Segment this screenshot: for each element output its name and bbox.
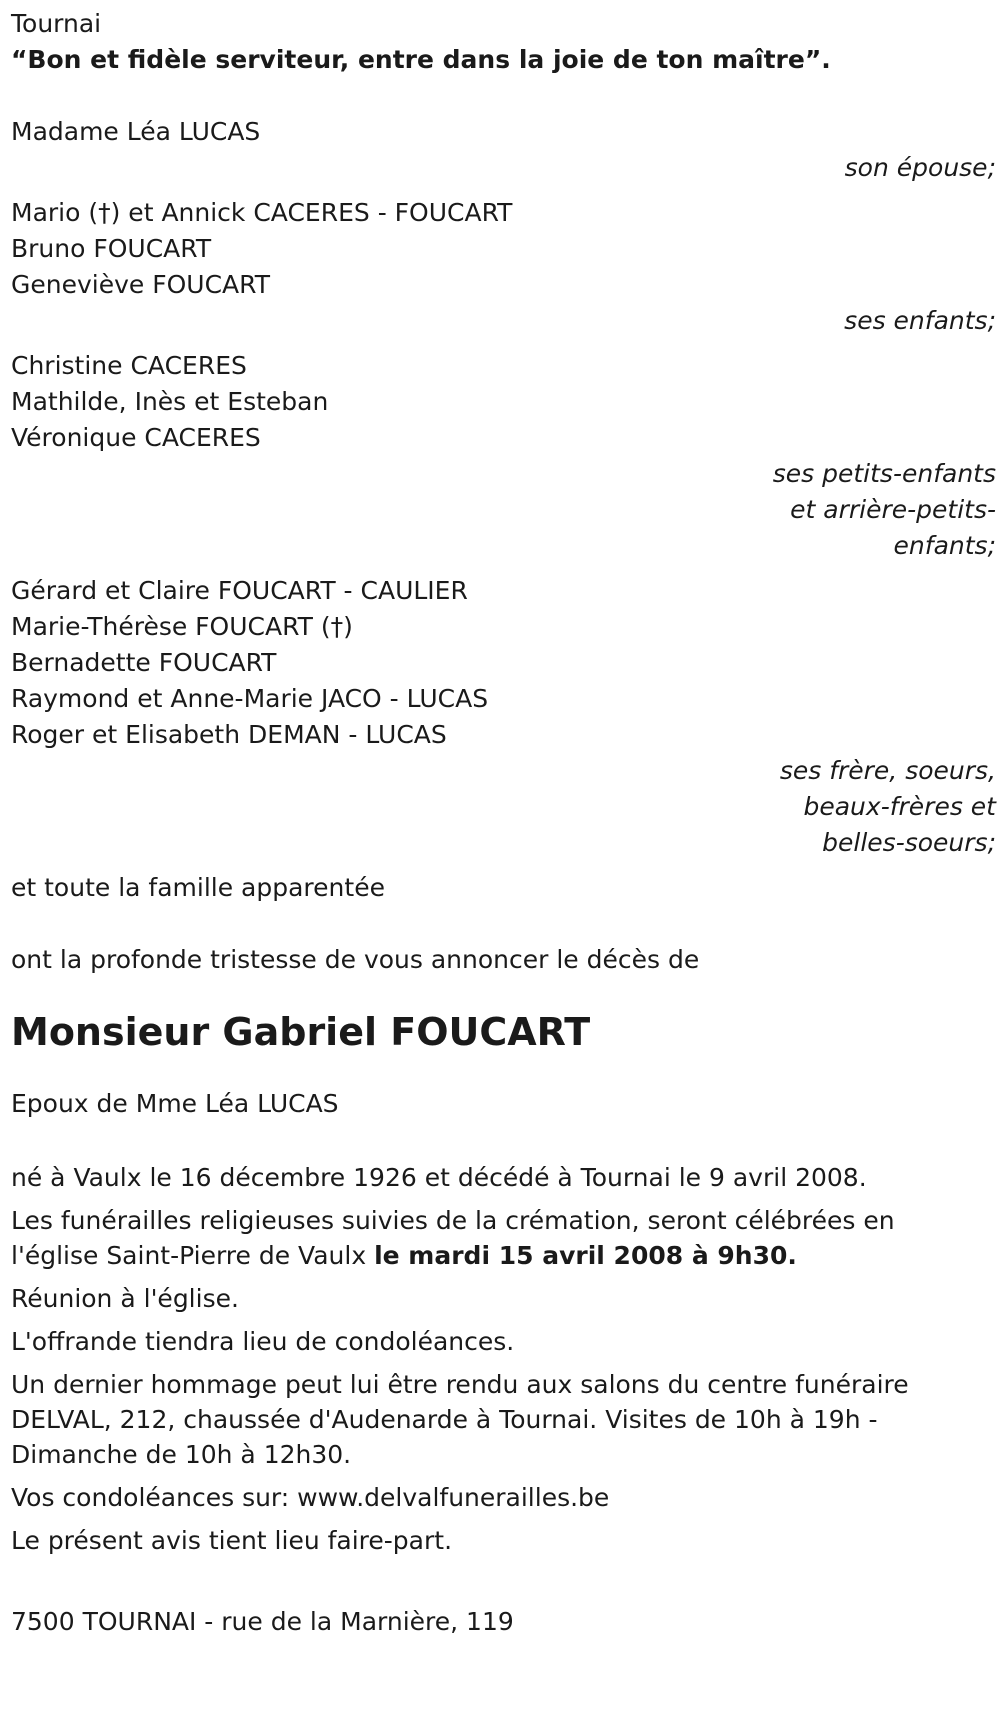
family-name-line: Bruno FOUCART: [11, 234, 212, 263]
relation-label-line: et arrière-petits-: [790, 495, 996, 524]
family-name-line: Christine CACERES: [11, 351, 247, 380]
notice-line: Le présent avis tient lieu faire-part.: [11, 1526, 453, 1555]
details-block: [11, 1160, 996, 1558]
grandchildren-group: [11, 348, 996, 564]
family-name-line: Bernadette FOUCART: [11, 648, 277, 677]
family-name-line: Gérard et Claire FOUCART - CAULIER: [11, 576, 468, 605]
family-name-line: Geneviève FOUCART: [11, 270, 270, 299]
relation-label: [11, 753, 996, 861]
quote-line: “Bon et fidèle serviteur, entre dans la joie de ton maître”.: [11, 45, 831, 74]
family-name-line: Madame Léa LUCAS: [11, 117, 261, 146]
city-line: Tournai: [11, 9, 102, 38]
spouse-group: [11, 114, 996, 186]
funeral-line-1: Les funérailles religieuses suivies de la crémation, seront célébrées en: [11, 1206, 895, 1235]
condolences-line: Vos condoléances sur: www.delvalfunerailles.be: [11, 1483, 610, 1512]
relation-label-line: ses frère, soeurs,: [779, 756, 996, 785]
announcement-line: ont la profonde tristesse de vous annoncer le décès de: [11, 945, 700, 974]
relation-label: [11, 303, 996, 339]
family-name-line: Mario (†) et Annick CACERES - FOUCART: [11, 198, 513, 227]
meeting-line: Réunion à l'église.: [11, 1284, 239, 1313]
tribute-line-2: DELVAL, 212, chaussée d'Audenarde à Tournai. Visites de 10h à 19h -: [11, 1405, 878, 1434]
relation-label-line: beaux-frères et: [803, 792, 996, 821]
offering-line: L'offrande tiendra lieu de condoléances.: [11, 1327, 515, 1356]
funeral-line-2-prefix: l'église Saint-Pierre de Vaulx: [11, 1241, 375, 1270]
family-name-line: Marie-Thérèse FOUCART (†): [11, 612, 353, 641]
tribute-line-1: Un dernier hommage peut lui être rendu aux salons du centre funéraire: [11, 1370, 909, 1399]
family-name-line: Raymond et Anne-Marie JACO - LUCAS: [11, 684, 489, 713]
relation-label: [11, 150, 996, 186]
funeral-paragraph: [11, 1203, 996, 1273]
relation-label-line: belles-soeurs;: [822, 828, 996, 857]
tribute-line-3: Dimanche de 10h à 12h30.: [11, 1440, 352, 1469]
birth-death-line: né à Vaulx le 16 décembre 1926 et décédé à Tournai le 9 avril 2008.: [11, 1163, 867, 1192]
siblings-group: [11, 573, 996, 861]
relation-label-line: ses enfants;: [844, 306, 996, 335]
relation-label: [11, 456, 996, 564]
family-name-line: Véronique CACERES: [11, 423, 261, 452]
address-line: 7500 TOURNAI - rue de la Marnière, 119: [11, 1607, 514, 1636]
family-line: et toute la famille apparentée: [11, 873, 385, 902]
spouse-line: Epoux de Mme Léa LUCAS: [11, 1089, 339, 1118]
deceased-name: Monsieur Gabriel FOUCART: [11, 1010, 591, 1054]
relation-label-line: enfants;: [893, 531, 996, 560]
relation-label-line: son épouse;: [844, 153, 996, 182]
family-name-line: Mathilde, Inès et Esteban: [11, 387, 329, 416]
tribute-paragraph: [11, 1367, 996, 1472]
family-name-line: Roger et Elisabeth DEMAN - LUCAS: [11, 720, 447, 749]
relation-label-line: ses petits-enfants: [772, 459, 996, 488]
funeral-date: le mardi 15 avril 2008 à 9h30.: [374, 1241, 797, 1270]
children-group: [11, 195, 996, 339]
